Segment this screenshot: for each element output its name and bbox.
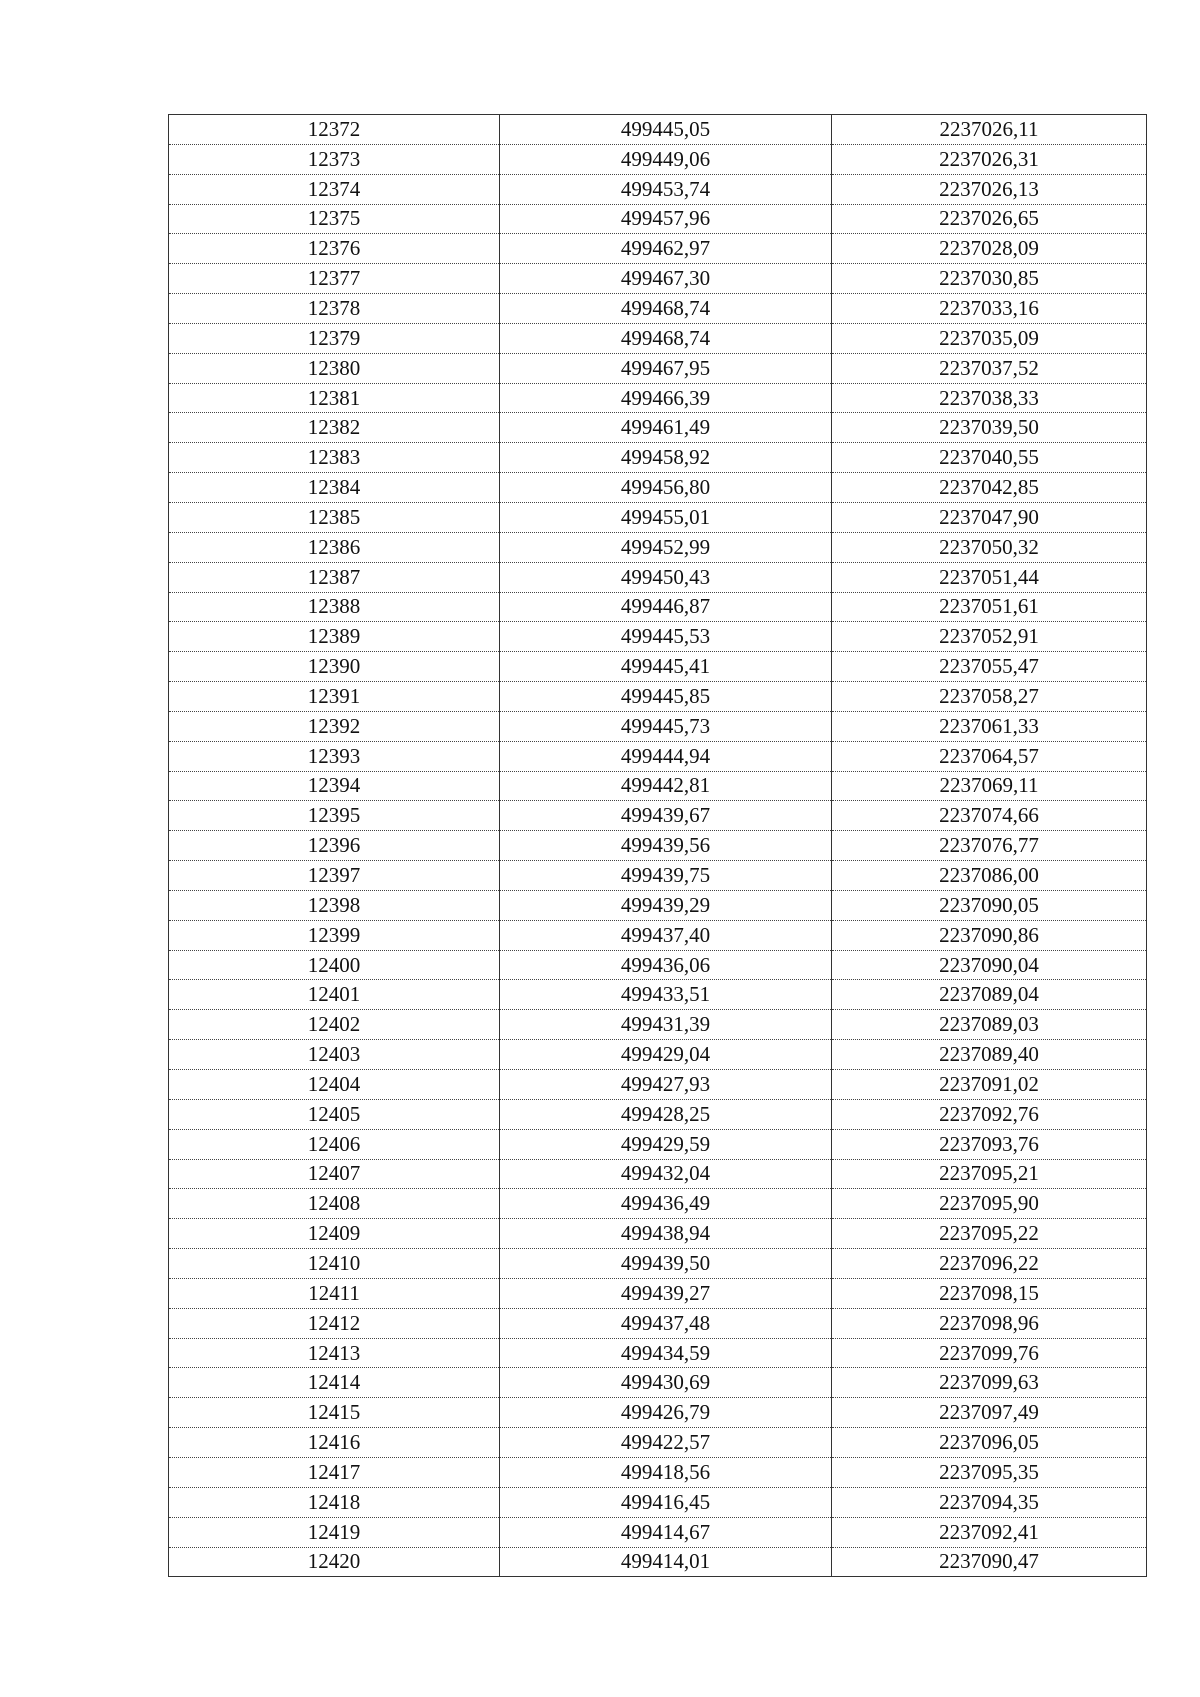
y-coordinate-cell: 2237026,13 — [832, 174, 1147, 204]
y-coordinate-cell: 2237030,85 — [832, 264, 1147, 294]
point-number-cell: 12411 — [169, 1278, 500, 1308]
x-coordinate-cell: 499461,49 — [500, 413, 832, 443]
y-coordinate-cell: 2237026,65 — [832, 204, 1147, 234]
y-coordinate-cell: 2237026,31 — [832, 144, 1147, 174]
point-number-cell: 12380 — [169, 353, 500, 383]
point-number-cell: 12384 — [169, 473, 500, 503]
table-row — [169, 115, 1147, 145]
point-number-cell: 12412 — [169, 1308, 500, 1338]
y-coordinate-cell: 2237061,33 — [832, 711, 1147, 741]
point-number-cell: 12398 — [169, 890, 500, 920]
table-row — [169, 1010, 1147, 1040]
x-coordinate-cell: 499467,95 — [500, 353, 832, 383]
point-number-cell: 12394 — [169, 771, 500, 801]
x-coordinate-cell: 499438,94 — [500, 1219, 832, 1249]
x-coordinate-cell: 499439,67 — [500, 801, 832, 831]
table-row — [169, 831, 1147, 861]
x-coordinate-cell: 499418,56 — [500, 1457, 832, 1487]
x-coordinate-cell: 499455,01 — [500, 502, 832, 532]
point-number-cell: 12399 — [169, 920, 500, 950]
x-coordinate-cell: 499439,75 — [500, 861, 832, 891]
y-coordinate-cell: 2237040,55 — [832, 443, 1147, 473]
y-coordinate-cell: 2237047,90 — [832, 502, 1147, 532]
table-row — [169, 1487, 1147, 1517]
y-coordinate-cell: 2237038,33 — [832, 383, 1147, 413]
point-number-cell: 12372 — [169, 115, 500, 145]
x-coordinate-cell: 499445,41 — [500, 652, 832, 682]
y-coordinate-cell: 2237099,63 — [832, 1368, 1147, 1398]
x-coordinate-cell: 499450,43 — [500, 562, 832, 592]
point-number-cell: 12416 — [169, 1428, 500, 1458]
table-row — [169, 1428, 1147, 1458]
table-row — [169, 920, 1147, 950]
point-number-cell: 12392 — [169, 711, 500, 741]
x-coordinate-cell: 499439,29 — [500, 890, 832, 920]
point-number-cell: 12389 — [169, 622, 500, 652]
x-coordinate-cell: 499436,06 — [500, 950, 832, 980]
table-row — [169, 1219, 1147, 1249]
x-coordinate-cell: 499446,87 — [500, 592, 832, 622]
table-row — [169, 234, 1147, 264]
table-row — [169, 1129, 1147, 1159]
table-row — [169, 652, 1147, 682]
y-coordinate-cell: 2237042,85 — [832, 473, 1147, 503]
coordinates-table-body — [169, 115, 1147, 1577]
point-number-cell: 12414 — [169, 1368, 500, 1398]
x-coordinate-cell: 499414,67 — [500, 1517, 832, 1547]
table-row — [169, 323, 1147, 353]
x-coordinate-cell: 499457,96 — [500, 204, 832, 234]
table-row — [169, 1457, 1147, 1487]
point-number-cell: 12387 — [169, 562, 500, 592]
table-row — [169, 1249, 1147, 1279]
point-number-cell: 12418 — [169, 1487, 500, 1517]
point-number-cell: 12391 — [169, 682, 500, 712]
y-coordinate-cell: 2237095,21 — [832, 1159, 1147, 1189]
y-coordinate-cell: 2237058,27 — [832, 682, 1147, 712]
y-coordinate-cell: 2237051,44 — [832, 562, 1147, 592]
table-row — [169, 592, 1147, 622]
y-coordinate-cell: 2237035,09 — [832, 323, 1147, 353]
point-number-cell: 12417 — [169, 1457, 500, 1487]
x-coordinate-cell: 499431,39 — [500, 1010, 832, 1040]
x-coordinate-cell: 499444,94 — [500, 741, 832, 771]
y-coordinate-cell: 2237090,04 — [832, 950, 1147, 980]
x-coordinate-cell: 499445,53 — [500, 622, 832, 652]
y-coordinate-cell: 2237095,90 — [832, 1189, 1147, 1219]
y-coordinate-cell: 2237098,15 — [832, 1278, 1147, 1308]
x-coordinate-cell: 499449,06 — [500, 144, 832, 174]
table-row — [169, 1099, 1147, 1129]
point-number-cell: 12410 — [169, 1249, 500, 1279]
point-number-cell: 12385 — [169, 502, 500, 532]
point-number-cell: 12400 — [169, 950, 500, 980]
x-coordinate-cell: 499439,56 — [500, 831, 832, 861]
x-coordinate-cell: 499445,73 — [500, 711, 832, 741]
point-number-cell: 12403 — [169, 1040, 500, 1070]
y-coordinate-cell: 2237096,22 — [832, 1249, 1147, 1279]
x-coordinate-cell: 499445,85 — [500, 682, 832, 712]
table-row — [169, 711, 1147, 741]
y-coordinate-cell: 2237064,57 — [832, 741, 1147, 771]
table-row — [169, 1159, 1147, 1189]
point-number-cell: 12419 — [169, 1517, 500, 1547]
x-coordinate-cell: 499439,50 — [500, 1249, 832, 1279]
x-coordinate-cell: 499467,30 — [500, 264, 832, 294]
point-number-cell: 12383 — [169, 443, 500, 473]
point-number-cell: 12405 — [169, 1099, 500, 1129]
point-number-cell: 12373 — [169, 144, 500, 174]
table-row — [169, 1338, 1147, 1368]
point-number-cell: 12377 — [169, 264, 500, 294]
x-coordinate-cell: 499436,49 — [500, 1189, 832, 1219]
x-coordinate-cell: 499428,25 — [500, 1099, 832, 1129]
x-coordinate-cell: 499442,81 — [500, 771, 832, 801]
point-number-cell: 12375 — [169, 204, 500, 234]
point-number-cell: 12382 — [169, 413, 500, 443]
table-row — [169, 383, 1147, 413]
coordinates-table — [168, 114, 1147, 1577]
x-coordinate-cell: 499462,97 — [500, 234, 832, 264]
x-coordinate-cell: 499452,99 — [500, 532, 832, 562]
x-coordinate-cell: 499433,51 — [500, 980, 832, 1010]
x-coordinate-cell: 499414,01 — [500, 1547, 832, 1577]
x-coordinate-cell: 499422,57 — [500, 1428, 832, 1458]
y-coordinate-cell: 2237055,47 — [832, 652, 1147, 682]
x-coordinate-cell: 499468,74 — [500, 294, 832, 324]
table-row — [169, 861, 1147, 891]
y-coordinate-cell: 2237093,76 — [832, 1129, 1147, 1159]
x-coordinate-cell: 499458,92 — [500, 443, 832, 473]
y-coordinate-cell: 2237097,49 — [832, 1398, 1147, 1428]
table-row — [169, 144, 1147, 174]
table-row — [169, 890, 1147, 920]
y-coordinate-cell: 2237094,35 — [832, 1487, 1147, 1517]
point-number-cell: 12408 — [169, 1189, 500, 1219]
y-coordinate-cell: 2237076,77 — [832, 831, 1147, 861]
y-coordinate-cell: 2237089,40 — [832, 1040, 1147, 1070]
point-number-cell: 12374 — [169, 174, 500, 204]
y-coordinate-cell: 2237026,11 — [832, 115, 1147, 145]
point-number-cell: 12396 — [169, 831, 500, 861]
x-coordinate-cell: 499429,04 — [500, 1040, 832, 1070]
table-row — [169, 980, 1147, 1010]
table-row — [169, 1040, 1147, 1070]
table-row — [169, 1308, 1147, 1338]
table-row — [169, 443, 1147, 473]
table-row — [169, 532, 1147, 562]
y-coordinate-cell: 2237095,35 — [832, 1457, 1147, 1487]
point-number-cell: 12404 — [169, 1070, 500, 1100]
x-coordinate-cell: 499429,59 — [500, 1129, 832, 1159]
x-coordinate-cell: 499453,74 — [500, 174, 832, 204]
y-coordinate-cell: 2237095,22 — [832, 1219, 1147, 1249]
y-coordinate-cell: 2237096,05 — [832, 1428, 1147, 1458]
x-coordinate-cell: 499427,93 — [500, 1070, 832, 1100]
y-coordinate-cell: 2237033,16 — [832, 294, 1147, 324]
point-number-cell: 12376 — [169, 234, 500, 264]
x-coordinate-cell: 499432,04 — [500, 1159, 832, 1189]
x-coordinate-cell: 499430,69 — [500, 1368, 832, 1398]
point-number-cell: 12390 — [169, 652, 500, 682]
y-coordinate-cell: 2237090,47 — [832, 1547, 1147, 1577]
y-coordinate-cell: 2237039,50 — [832, 413, 1147, 443]
x-coordinate-cell: 499416,45 — [500, 1487, 832, 1517]
y-coordinate-cell: 2237099,76 — [832, 1338, 1147, 1368]
point-number-cell: 12397 — [169, 861, 500, 891]
y-coordinate-cell: 2237069,11 — [832, 771, 1147, 801]
x-coordinate-cell: 499437,40 — [500, 920, 832, 950]
point-number-cell: 12395 — [169, 801, 500, 831]
point-number-cell: 12406 — [169, 1129, 500, 1159]
table-row — [169, 502, 1147, 532]
table-row — [169, 1368, 1147, 1398]
point-number-cell: 12378 — [169, 294, 500, 324]
point-number-cell: 12420 — [169, 1547, 500, 1577]
x-coordinate-cell: 499466,39 — [500, 383, 832, 413]
y-coordinate-cell: 2237091,02 — [832, 1070, 1147, 1100]
point-number-cell: 12415 — [169, 1398, 500, 1428]
y-coordinate-cell: 2237092,76 — [832, 1099, 1147, 1129]
point-number-cell: 12388 — [169, 592, 500, 622]
y-coordinate-cell: 2237051,61 — [832, 592, 1147, 622]
x-coordinate-cell: 499456,80 — [500, 473, 832, 503]
table-row — [169, 294, 1147, 324]
point-number-cell: 12402 — [169, 1010, 500, 1040]
table-row — [169, 1517, 1147, 1547]
y-coordinate-cell: 2237090,05 — [832, 890, 1147, 920]
point-number-cell: 12401 — [169, 980, 500, 1010]
y-coordinate-cell: 2237089,04 — [832, 980, 1147, 1010]
table-row — [169, 562, 1147, 592]
table-row — [169, 353, 1147, 383]
table-row — [169, 1070, 1147, 1100]
y-coordinate-cell: 2237028,09 — [832, 234, 1147, 264]
y-coordinate-cell: 2237074,66 — [832, 801, 1147, 831]
table-row — [169, 204, 1147, 234]
table-row — [169, 801, 1147, 831]
table-row — [169, 1547, 1147, 1577]
y-coordinate-cell: 2237089,03 — [832, 1010, 1147, 1040]
x-coordinate-cell: 499439,27 — [500, 1278, 832, 1308]
y-coordinate-cell: 2237098,96 — [832, 1308, 1147, 1338]
point-number-cell: 12409 — [169, 1219, 500, 1249]
table-row — [169, 622, 1147, 652]
point-number-cell: 12386 — [169, 532, 500, 562]
table-row — [169, 682, 1147, 712]
y-coordinate-cell: 2237086,00 — [832, 861, 1147, 891]
point-number-cell: 12407 — [169, 1159, 500, 1189]
table-row — [169, 741, 1147, 771]
y-coordinate-cell: 2237092,41 — [832, 1517, 1147, 1547]
table-row — [169, 413, 1147, 443]
y-coordinate-cell: 2237037,52 — [832, 353, 1147, 383]
x-coordinate-cell: 499434,59 — [500, 1338, 832, 1368]
x-coordinate-cell: 499468,74 — [500, 323, 832, 353]
y-coordinate-cell: 2237090,86 — [832, 920, 1147, 950]
point-number-cell: 12393 — [169, 741, 500, 771]
x-coordinate-cell: 499437,48 — [500, 1308, 832, 1338]
point-number-cell: 12379 — [169, 323, 500, 353]
table-row — [169, 1189, 1147, 1219]
point-number-cell: 12381 — [169, 383, 500, 413]
table-row — [169, 264, 1147, 294]
point-number-cell: 12413 — [169, 1338, 500, 1368]
y-coordinate-cell: 2237052,91 — [832, 622, 1147, 652]
table-row — [169, 1278, 1147, 1308]
table-row — [169, 174, 1147, 204]
table-row — [169, 1398, 1147, 1428]
table-row — [169, 950, 1147, 980]
table-row — [169, 473, 1147, 503]
y-coordinate-cell: 2237050,32 — [832, 532, 1147, 562]
x-coordinate-cell: 499426,79 — [500, 1398, 832, 1428]
table-row — [169, 771, 1147, 801]
x-coordinate-cell: 499445,05 — [500, 115, 832, 145]
